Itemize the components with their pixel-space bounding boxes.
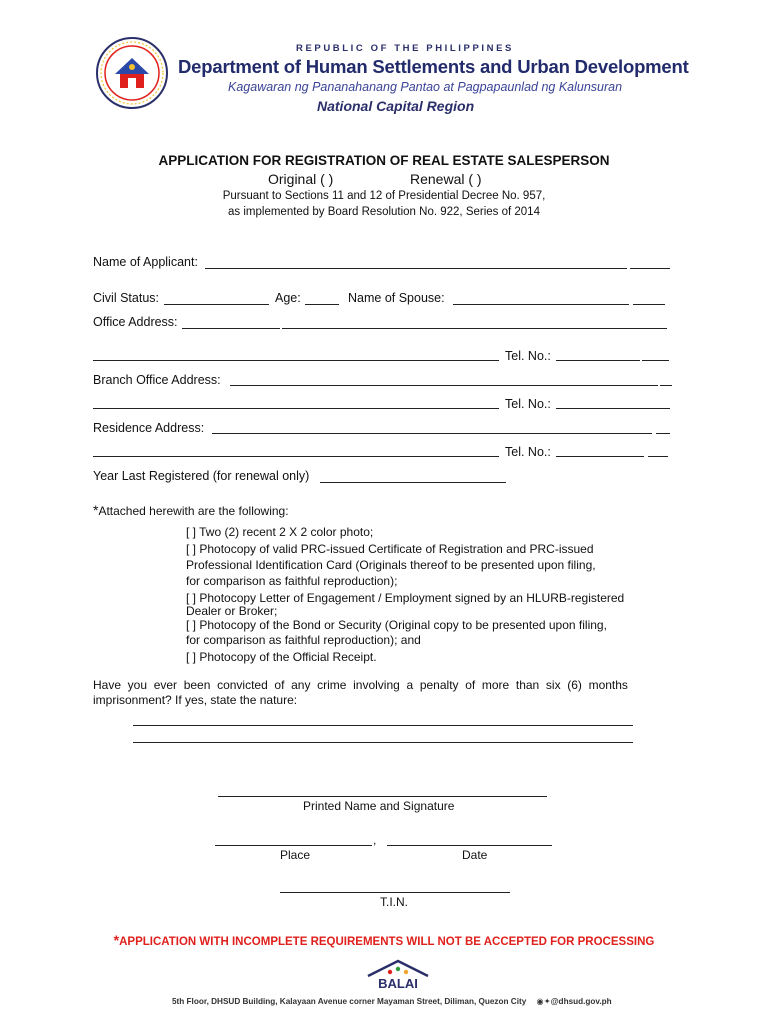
original-checkbox-label[interactable]: Original ( ) [268, 171, 334, 187]
branch-office-address-field[interactable] [230, 385, 658, 386]
requirement-engagement-letter-cont: Dealer or Broker; [186, 604, 278, 618]
residence-address-label: Residence Address: [93, 421, 205, 435]
requirement-bond-cont: for comparison as faithful reproduction); and [186, 633, 421, 647]
branch-office-address-line-2[interactable] [93, 408, 499, 409]
office-tel-label: Tel. No.: [505, 349, 551, 363]
age-label: Age: [275, 291, 301, 305]
conviction-question-line-2: imprisonment? If yes, state the nature: [93, 693, 298, 707]
conviction-nature-line-1[interactable] [133, 725, 633, 726]
residence-address-line-2[interactable] [93, 456, 499, 457]
department-name: Department of Human Settlements and Urban Development [178, 56, 689, 77]
renewal-checkbox-label[interactable]: Renewal ( ) [410, 171, 482, 187]
age-field[interactable] [305, 304, 339, 305]
twitter-icon[interactable]: ✦ [543, 997, 551, 1006]
residence-tel-label: Tel. No.: [505, 445, 551, 459]
republic-heading: REPUBLIC OF THE PHILIPPINES [296, 43, 514, 54]
balai-logo [364, 958, 432, 996]
dhsud-seal-logo [95, 36, 169, 110]
requirement-photo[interactable]: [ ] Two (2) recent 2 X 2 color photo; [186, 525, 374, 539]
office-address-field-b[interactable] [282, 328, 667, 329]
footer-address-text: 5th Floor, DHSUD Building, Kalayaan Avenue corner Mayaman Street, Diliman, Quezon City [172, 997, 527, 1006]
branch-office-address-label: Branch Office Address: [93, 373, 221, 387]
requirement-prc-certificate-cont: Professional Identification Card (Originals thereof to be presented upon filing, [186, 558, 596, 572]
name-of-spouse-field-ext[interactable] [633, 304, 665, 305]
conviction-question-line-1: Have you ever been convicted of any crime involving a penalty of more than six (6) months [93, 678, 628, 692]
attachments-asterisk: * [93, 502, 99, 518]
balai-logo-text: BALAI [378, 976, 418, 991]
warning-asterisk: * [113, 932, 120, 948]
region-name: National Capital Region [317, 98, 475, 114]
year-last-registered-label: Year Last Registered (for renewal only) [93, 469, 310, 483]
office-tel-field[interactable] [556, 360, 640, 361]
department-tagalog-name: Kagawaran ng Pananahanang Pantao at Pagpapaunlad ng Kalunsuran [228, 80, 623, 94]
residence-address-field[interactable] [212, 433, 652, 434]
place-line[interactable] [215, 845, 372, 846]
office-address-line-2[interactable] [93, 360, 499, 361]
office-address-label: Office Address: [93, 315, 178, 329]
office-address-field-a[interactable] [182, 328, 280, 329]
name-of-applicant-field[interactable] [205, 268, 627, 269]
requirement-bond[interactable]: [ ] Photocopy of the Bond or Security (Original copy to be presented upon filing, [186, 618, 607, 632]
residence-address-field-ext[interactable] [656, 433, 670, 434]
incomplete-requirements-warning [0, 932, 768, 948]
name-of-applicant-field-ext[interactable] [630, 268, 670, 269]
requirement-official-receipt[interactable]: [ ] Photocopy of the Official Receipt. [186, 650, 377, 664]
legal-basis-line-1: Pursuant to Sections 11 and 12 of Presidential Decree No. 957, [222, 190, 546, 202]
facebook-icon[interactable]: ◉ [536, 997, 544, 1006]
footer-social-handle[interactable]: @dhsud.gov.ph [550, 997, 612, 1006]
requirement-prc-certificate-cont-2: for comparison as faithful reproduction); [186, 574, 398, 588]
attachments-intro-text: Attached herewith are the following: [98, 504, 289, 518]
conviction-nature-line-2[interactable] [133, 742, 633, 743]
name-of-spouse-field[interactable] [453, 304, 629, 305]
tin-caption: T.I.N. [380, 895, 409, 909]
footer-address [172, 996, 612, 1006]
date-line[interactable] [387, 845, 552, 846]
legal-basis-line-2: as implemented by Board Resolution No. 922, Series of 2014 [228, 206, 540, 218]
branch-tel-field[interactable] [556, 408, 670, 409]
residence-tel-field[interactable] [556, 456, 644, 457]
signature-line[interactable] [218, 796, 547, 797]
date-caption: Date [462, 848, 488, 862]
warning-text: APPLICATION WITH INCOMPLETE REQUIREMENTS WILL NOT BE ACCEPTED FOR PROCESSING [119, 936, 655, 948]
place-caption: Place [280, 848, 311, 862]
requirement-engagement-letter[interactable]: [ ] Photocopy Letter of Engagement / Employment signed by an HLURB-registered [186, 591, 625, 605]
branch-office-address-field-ext[interactable] [660, 385, 672, 386]
year-last-registered-field[interactable] [320, 482, 506, 483]
requirement-prc-certificate[interactable]: [ ] Photocopy of valid PRC-issued Certificate of Registration and PRC-issued [186, 542, 594, 556]
civil-status-label: Civil Status: [93, 291, 159, 305]
form-title: APPLICATION FOR REGISTRATION OF REAL ESTATE SALESPERSON [158, 153, 610, 168]
tin-line[interactable] [280, 892, 510, 893]
name-of-spouse-label: Name of Spouse: [348, 291, 445, 305]
residence-tel-field-ext[interactable] [648, 456, 668, 457]
attachments-intro [93, 502, 289, 518]
printed-name-signature-caption: Printed Name and Signature [303, 799, 455, 813]
office-tel-field-ext[interactable] [642, 360, 669, 361]
name-of-applicant-label: Name of Applicant: [93, 255, 198, 269]
place-date-comma: , [373, 833, 377, 847]
branch-tel-label: Tel. No.: [505, 397, 551, 411]
civil-status-field[interactable] [164, 304, 269, 305]
